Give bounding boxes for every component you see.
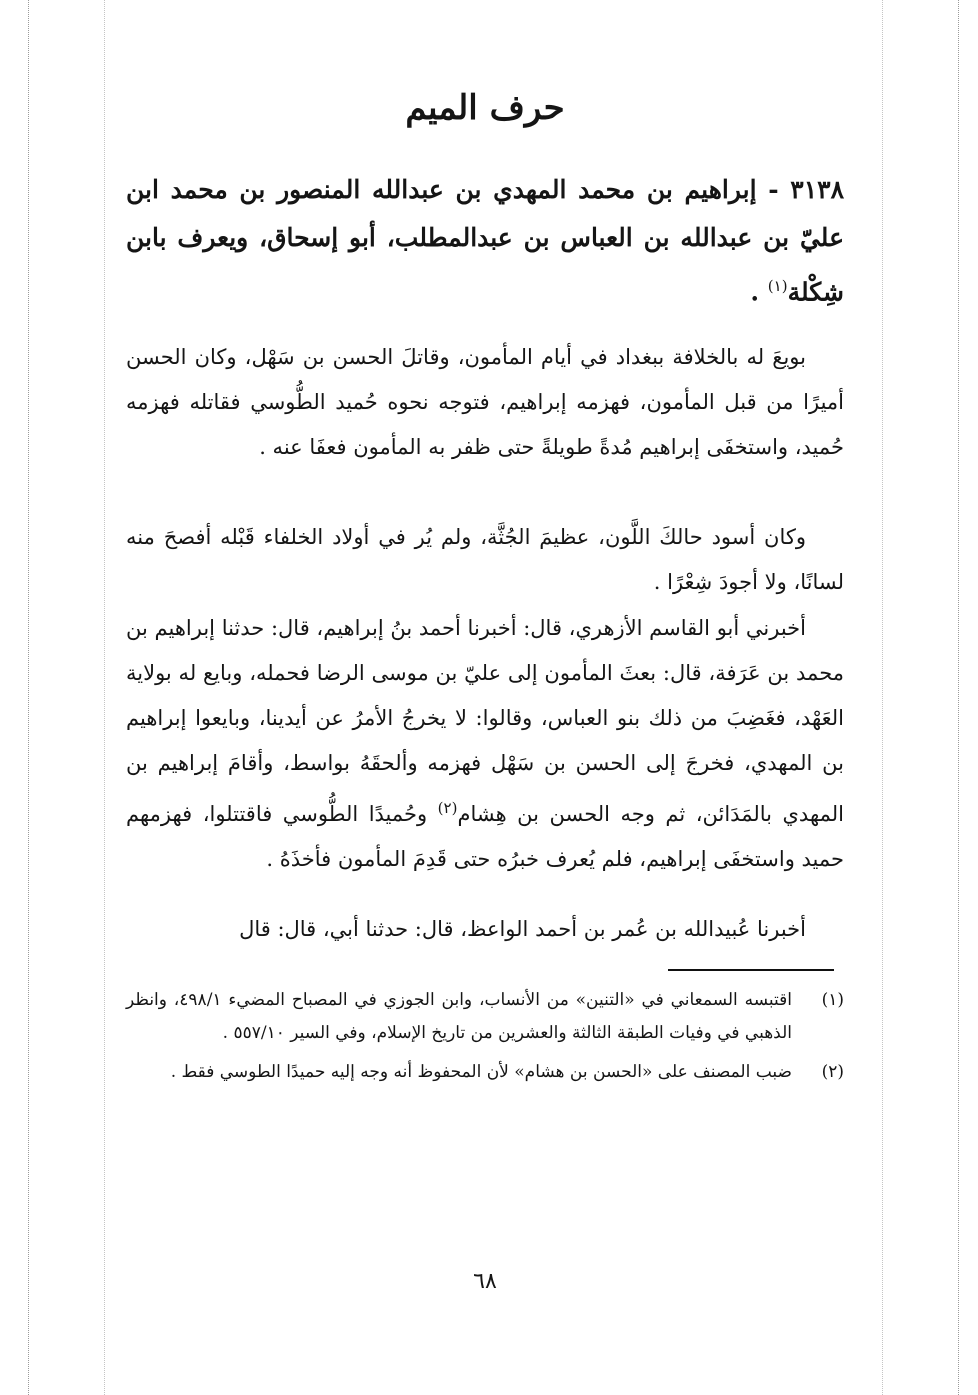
footnote-number: (٢) bbox=[821, 1062, 844, 1082]
paragraph-text: بويعَ له بالخلافة ببغداد في أيام المأمون، وقاتلَ الحسن بن سَهْل، وكان الحسن أميرًا من قبل المأمون، فهزمه إبراهيم، فتوجه نحوه حُميد الطُّوسي فقاتله فهزمه حُميد، واستخفَى إبراهيم مُدةً طويلةً حتى ظفر به المأمون فعفَا عنه . bbox=[126, 345, 844, 459]
entry-heading-text: ٣١٣٨ - إبراهيم بن محمد المهدي بن عبدالله المنصور بن محمد ابن عليّ بن عبدالله بن العباس بن عبدالمطلب، أبو إسحاق، ويعرف بابن شِكْلة bbox=[126, 175, 844, 307]
scan-edge-line bbox=[958, 0, 959, 1395]
paragraph-text-continued: وحُميدًا الطُّوسي فاقتتلوا، فهزمهم حميد واستخفَى إبراهيم، فلم يُعرف خبرُه حتى قَدِمَ المأمون فأخذَهُ . bbox=[126, 802, 844, 871]
footnote-text: اقتبسه السمعاني في «التنين» من الأنساب، وابن الجوزي في المصباح المضيء ٤٩٨/١، وانظر الذهبي في وفيات الطبقة الثالثة والعشرين من تاريخ الإسلام، وفي السير ٥٥٧/١٠ . bbox=[126, 990, 792, 1043]
paragraph bbox=[126, 335, 844, 470]
scan-edge-line bbox=[882, 0, 883, 1395]
paragraph-text: أخبرني أبو القاسم الأزهري، قال: أخبرنا أحمد بنُ إبراهيم، قال: حدثنا إبراهيم بن محمد بن عَرَفة، قال: بعثَ المأمون إلى عليّ بن موسى الرضا فحمله، وبايع له بولاية العَهْد، فغَضِبَ من ذلك بنو العباس، وقالوا: لا يخرجُ الأمرُ عن أيدينا، وبايعوا إبراهيم بن المهدي، فخرجَ إلى الحسن بن سَهْل فهزمه وألحقَهُ بواسط، وأقامَ إبراهيم بن المهدي بالمَدَائن، ثم وجه الحسن بن هِشام bbox=[126, 616, 845, 826]
paragraph bbox=[126, 515, 844, 605]
footnote-number: (١) bbox=[821, 990, 844, 1010]
entry-heading bbox=[126, 166, 844, 316]
page-number: ٦٨ bbox=[473, 1269, 497, 1294]
footnote bbox=[126, 1056, 844, 1089]
scan-edge-line bbox=[28, 0, 29, 1395]
footnotes bbox=[126, 984, 844, 1095]
footnote bbox=[126, 984, 844, 1050]
paragraph bbox=[126, 907, 844, 952]
entry-heading-end: . bbox=[750, 277, 768, 307]
footnote-marker: (١) bbox=[767, 277, 788, 295]
paragraph-text: أخبرنا عُبيدالله بن عُمر بن أحمد الواعظ، قال: حدثنا أبي، قال: قال bbox=[239, 917, 806, 941]
paragraph bbox=[126, 606, 844, 882]
scan-edge-line bbox=[104, 0, 105, 1395]
paragraph-text: وكان أسود حالكَ اللَّون، عظيمَ الجُثَّة، ولم يُر في أولاد الخلفاء قَبْله أفصحَ منه لسانًا، ولا أجودَ شِعْرًا . bbox=[126, 525, 844, 594]
footnote-separator bbox=[668, 969, 834, 971]
footnote-text: ضبب المصنف على «الحسن بن هشام» لأن المحفوظ أنه وجه إليه حميدًا الطوسي فقط . bbox=[170, 1062, 792, 1082]
chapter-title: حرف الميم bbox=[405, 88, 565, 128]
footnote-marker: (٢) bbox=[437, 799, 458, 817]
